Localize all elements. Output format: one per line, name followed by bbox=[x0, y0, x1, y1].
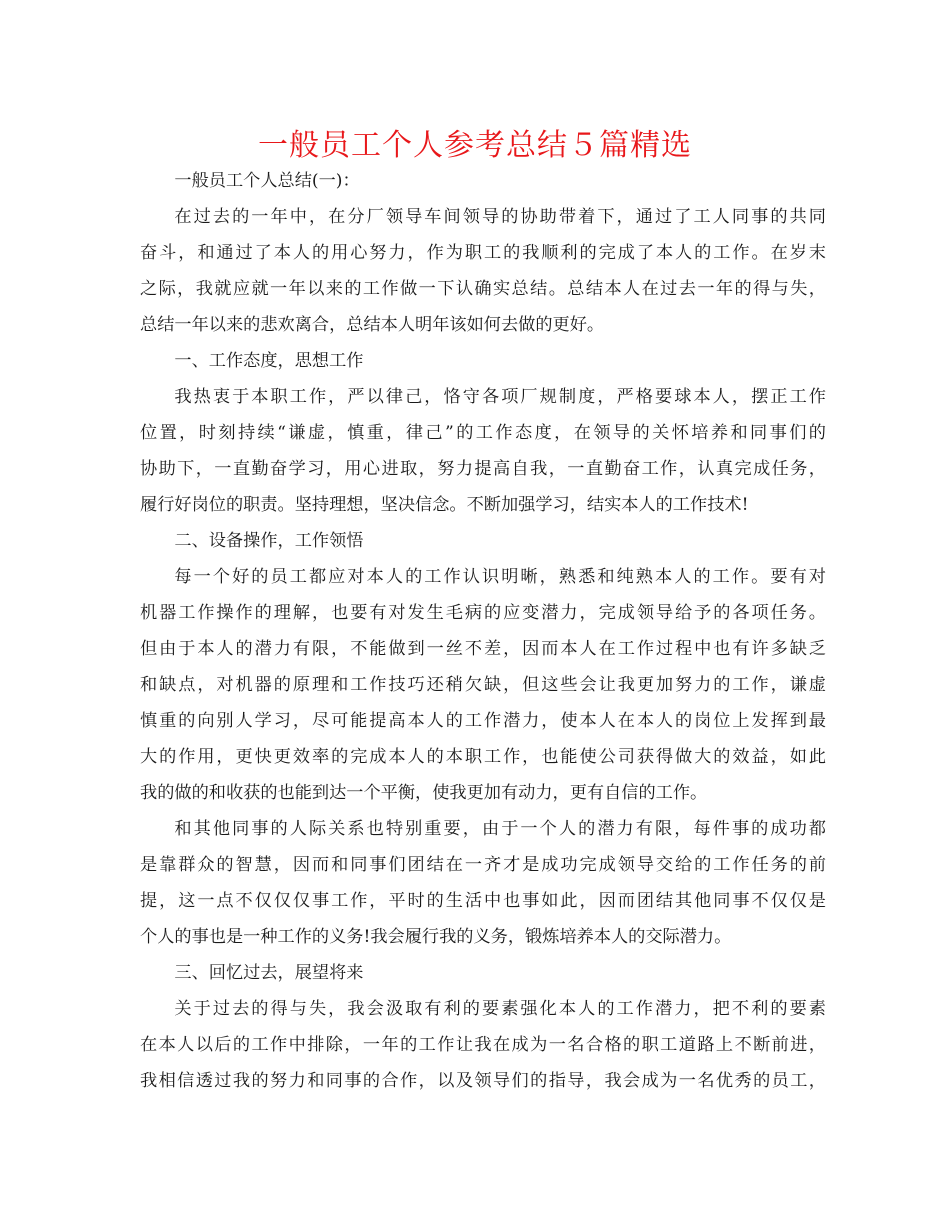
document-title: 一般员工个人参考总结５篇精选 bbox=[258, 128, 692, 163]
text-line: 每一个好的员工都应对本人的工作认识明晰，熟悉和纯熟本人的工作。要有对 bbox=[174, 567, 826, 587]
paragraph-review bbox=[140, 991, 826, 1099]
text-line: 我相信透过我的努力和同事的合作，以及领导们的指导，我会成为一名优秀的员工， bbox=[140, 1071, 826, 1091]
text-line: 我热衷于本职工作，严以律己，恪守各项厂规制度，严格要球本人，摆正工作 bbox=[174, 387, 826, 407]
text-line: 大的作用，更快更效率的完成本人的本职工作，也能使公司获得做大的效益，如此 bbox=[140, 747, 826, 767]
text-line: 二、设备操作，工作领悟 bbox=[174, 531, 364, 551]
text-line: 位置，时刻持续“谦虚，慎重，律己”的工作态度，在领导的关怀培养和同事们的 bbox=[140, 423, 826, 443]
text-line: 是靠群众的智慧，因而和同事们团结在一齐才是成功完成领导交给的工作任务的前 bbox=[140, 855, 826, 875]
section-heading-review bbox=[140, 955, 826, 991]
text-line: 我的做的和收获的也能到达一个平衡，使我更加有动力，更有自信的工作。 bbox=[140, 783, 708, 803]
text-line: 慎重的向别人学习，尽可能提高本人的工作潜力，使本人在本人的岗位上发挥到最 bbox=[140, 711, 826, 731]
text-line: 协助下，一直勤奋学习，用心进取，努力提高自我，一直勤奋工作，认真完成任务， bbox=[140, 459, 826, 479]
text-line: 提，这一点不仅仅仅事工作，平时的生活中也事如此，因而团结其他同事不仅仅是 bbox=[140, 891, 826, 911]
text-line: 机器工作操作的理解，也要有对发生毛病的应变潜力，完成领导给予的各项任务。 bbox=[140, 603, 826, 623]
text-line: 奋斗，和通过了本人的用心努力，作为职工的我顺利的完成了本人的工作。在岁末 bbox=[140, 243, 826, 263]
document-body bbox=[140, 163, 826, 1099]
paragraph-intro bbox=[140, 199, 826, 343]
text-line: 和其他同事的人际关系也特别重要，由于一个人的潜力有限，每件事的成功都 bbox=[174, 819, 826, 839]
section-heading-equipment bbox=[140, 523, 826, 559]
text-line: 总结一年以来的悲欢离合，总结本人明年该如何去做的更好。 bbox=[140, 315, 605, 335]
paragraph-relationships bbox=[140, 811, 826, 955]
text-line: 和缺点，对机器的原理和工作技巧还稍欠缺，但这些会让我更加努力的工作，谦虚 bbox=[140, 675, 826, 695]
text-line: 个人的事也是一种工作的义务!我会履行我的义务，锻炼培养本人的交际潜力。 bbox=[140, 927, 732, 947]
text-line: 一般员工个人总结(一)： bbox=[174, 171, 360, 191]
paragraph-attitude bbox=[140, 379, 826, 523]
text-line: 履行好岗位的职责。坚持理想，坚决信念。不断加强学习，结实本人的工作技术! bbox=[140, 495, 749, 515]
text-line: 三、回忆过去，展望将来 bbox=[174, 963, 364, 983]
section-heading-attitude bbox=[140, 343, 826, 379]
text-line: 一、工作态度，思想工作 bbox=[174, 351, 364, 371]
text-line: 在本人以后的工作中排除，一年的工作让我在成为一名合格的职工道路上不断前进， bbox=[140, 1035, 826, 1055]
text-line: 在过去的一年中，在分厂领导车间领导的协助带着下，通过了工人同事的共同 bbox=[174, 207, 826, 227]
paragraph-equipment bbox=[140, 559, 826, 811]
text-line: 之际，我就应就一年以来的工作做一下认确实总结。总结本人在过去一年的得与失， bbox=[140, 279, 826, 299]
text-line: 关于过去的得与失，我会汲取有利的要素强化本人的工作潜力，把不利的要素 bbox=[174, 999, 826, 1019]
text-line: 但由于本人的潜力有限，不能做到一丝不差，因而本人在工作过程中也有许多缺乏 bbox=[140, 639, 826, 659]
subheading-summary-one bbox=[140, 163, 826, 199]
